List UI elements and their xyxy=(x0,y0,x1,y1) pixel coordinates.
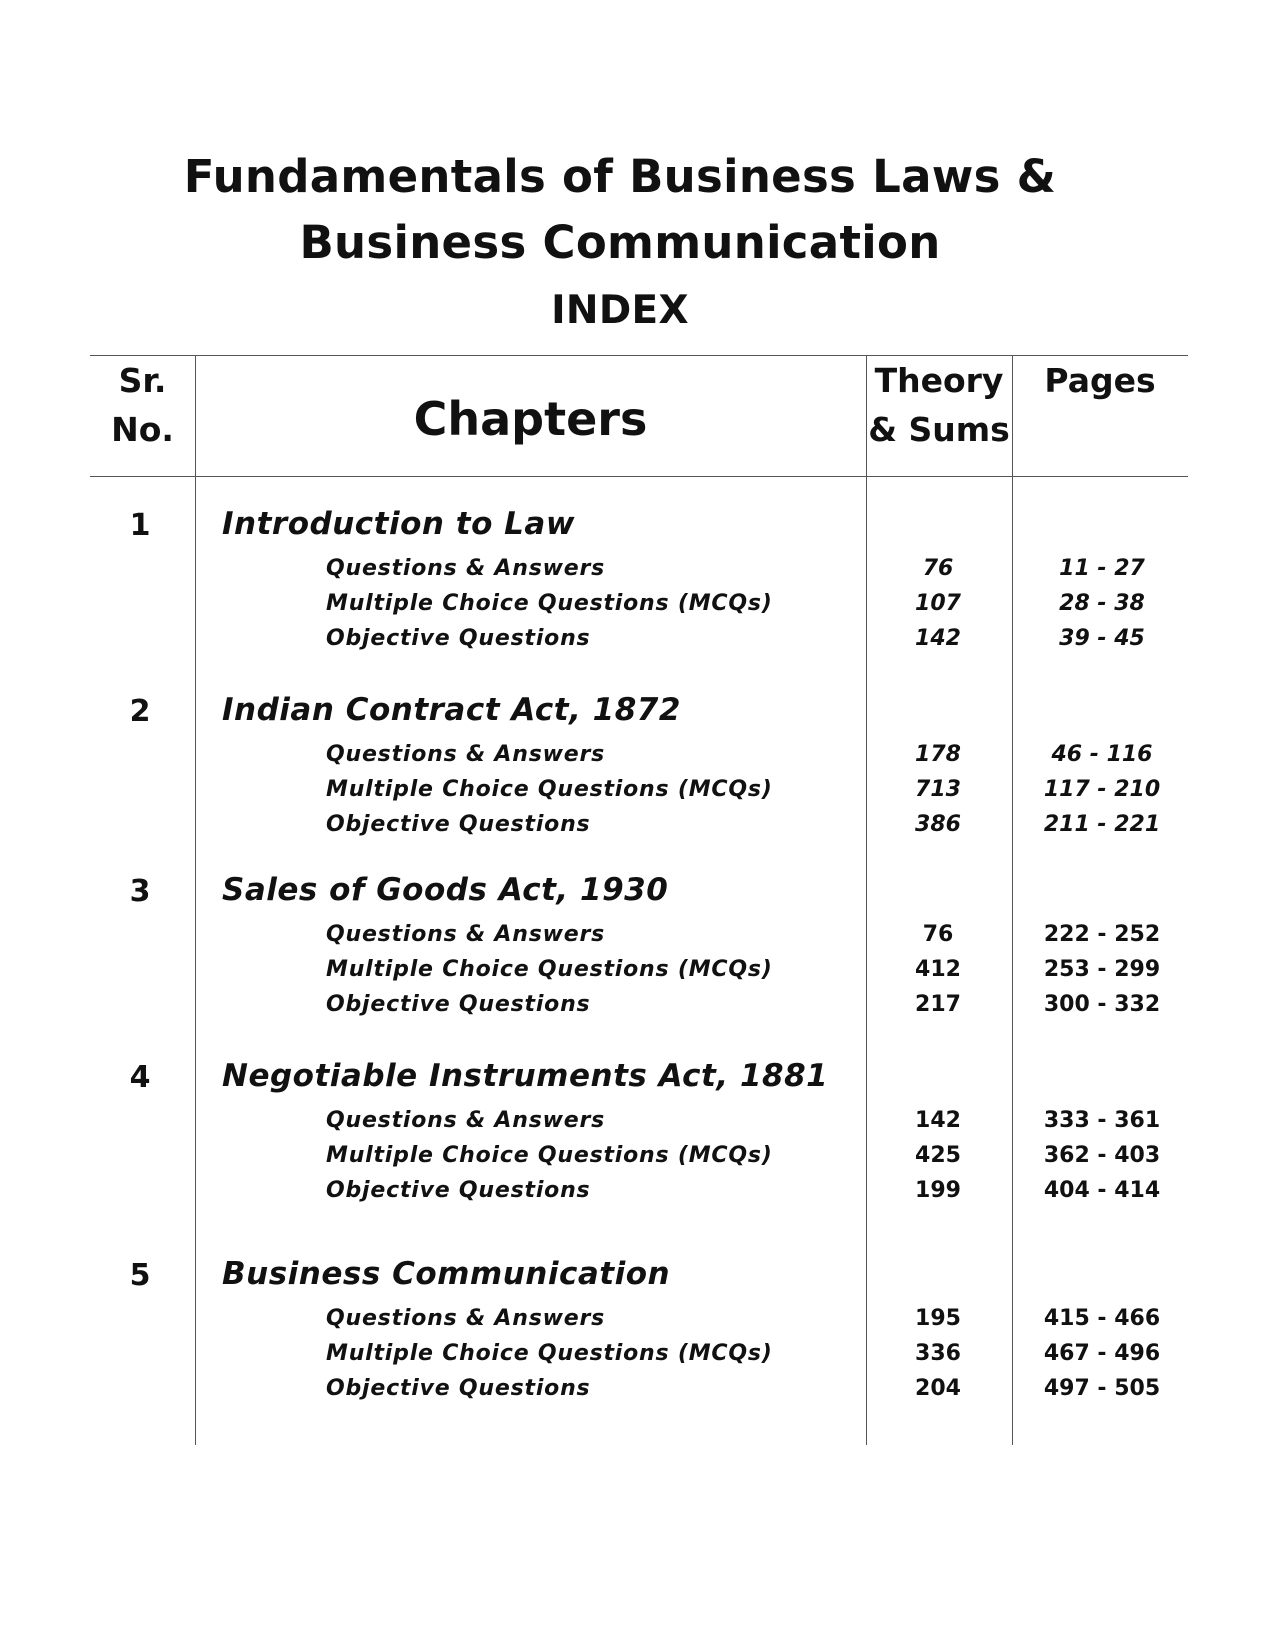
page-range: 39 - 45 xyxy=(1059,626,1145,651)
chapter-title: Introduction to Law xyxy=(222,506,575,542)
theory-sums-count: 76 xyxy=(922,922,954,947)
page-range: 117 - 210 xyxy=(1043,777,1161,802)
page-range: 300 - 332 xyxy=(1043,992,1161,1017)
header-sr-no xyxy=(90,356,195,454)
section-label: Multiple Choice Questions (MCQs) xyxy=(326,1143,773,1168)
section-label: Questions & Answers xyxy=(326,922,605,947)
theory-sums-count: 142 xyxy=(915,1108,961,1133)
index-heading: INDEX xyxy=(551,288,689,333)
theory-sums-count: 142 xyxy=(915,626,961,651)
theory-sums-count: 713 xyxy=(915,777,961,802)
header-sr-line2: No. xyxy=(111,410,174,449)
chapter-number: 2 xyxy=(129,694,151,729)
section-label: Objective Questions xyxy=(326,812,591,837)
section-label: Objective Questions xyxy=(326,626,591,651)
section-label: Questions & Answers xyxy=(326,556,605,581)
section-label: Objective Questions xyxy=(326,1178,591,1203)
column-divider-2 xyxy=(866,355,867,1445)
header-theory-line2: & Sums xyxy=(868,410,1010,449)
header-theory-line1: Theory xyxy=(874,361,1004,400)
page-range: 28 - 38 xyxy=(1059,591,1145,616)
document-title-line-1: Fundamentals of Business Laws & xyxy=(183,150,1057,203)
theory-sums-count: 178 xyxy=(915,742,961,767)
chapter-number: 4 xyxy=(129,1060,151,1095)
theory-sums-count: 76 xyxy=(922,556,954,581)
section-label: Objective Questions xyxy=(326,992,591,1017)
theory-sums-count: 199 xyxy=(915,1178,961,1203)
section-label: Questions & Answers xyxy=(326,742,605,767)
section-label: Questions & Answers xyxy=(326,1108,605,1133)
chapter-title: Business Communication xyxy=(222,1256,671,1292)
section-label: Multiple Choice Questions (MCQs) xyxy=(326,1341,773,1366)
section-label: Multiple Choice Questions (MCQs) xyxy=(326,957,773,982)
header-sr-line1: Sr. xyxy=(118,361,167,400)
section-label: Questions & Answers xyxy=(326,1306,605,1331)
page-range: 404 - 414 xyxy=(1043,1178,1161,1203)
page-range: 211 - 221 xyxy=(1043,812,1161,837)
page-range: 497 - 505 xyxy=(1043,1376,1161,1401)
column-divider-1 xyxy=(195,355,196,1445)
page-range: 467 - 496 xyxy=(1043,1341,1161,1366)
page-range: 362 - 403 xyxy=(1043,1143,1161,1168)
header-theory-sums xyxy=(866,356,1012,454)
page-range: 415 - 466 xyxy=(1043,1306,1161,1331)
chapter-number: 1 xyxy=(129,508,151,543)
section-label: Multiple Choice Questions (MCQs) xyxy=(326,777,773,802)
theory-sums-count: 195 xyxy=(915,1306,961,1331)
page-range: 253 - 299 xyxy=(1043,957,1161,982)
theory-sums-count: 204 xyxy=(915,1376,961,1401)
theory-sums-count: 386 xyxy=(915,812,961,837)
theory-sums-count: 425 xyxy=(915,1143,961,1168)
theory-sums-count: 107 xyxy=(915,591,961,616)
theory-sums-count: 217 xyxy=(915,992,961,1017)
page-range: 11 - 27 xyxy=(1059,556,1145,581)
chapter-number: 3 xyxy=(129,874,151,909)
document-title-line-2: Business Communication xyxy=(299,216,941,269)
section-label: Objective Questions xyxy=(326,1376,591,1401)
page-range: 46 - 116 xyxy=(1051,742,1153,767)
theory-sums-count: 412 xyxy=(915,957,961,982)
header-bottom-rule xyxy=(90,476,1188,477)
chapter-title: Sales of Goods Act, 1930 xyxy=(222,872,669,908)
chapter-title: Indian Contract Act, 1872 xyxy=(222,692,681,728)
page-range: 333 - 361 xyxy=(1043,1108,1161,1133)
chapter-title: Negotiable Instruments Act, 1881 xyxy=(222,1058,829,1094)
section-label: Multiple Choice Questions (MCQs) xyxy=(326,591,773,616)
header-chapters: Chapters xyxy=(413,392,648,446)
page-range: 222 - 252 xyxy=(1043,922,1161,947)
chapter-number: 5 xyxy=(129,1258,151,1293)
theory-sums-count: 336 xyxy=(915,1341,961,1366)
header-pages: Pages xyxy=(1044,361,1156,400)
column-divider-3 xyxy=(1012,355,1013,1445)
